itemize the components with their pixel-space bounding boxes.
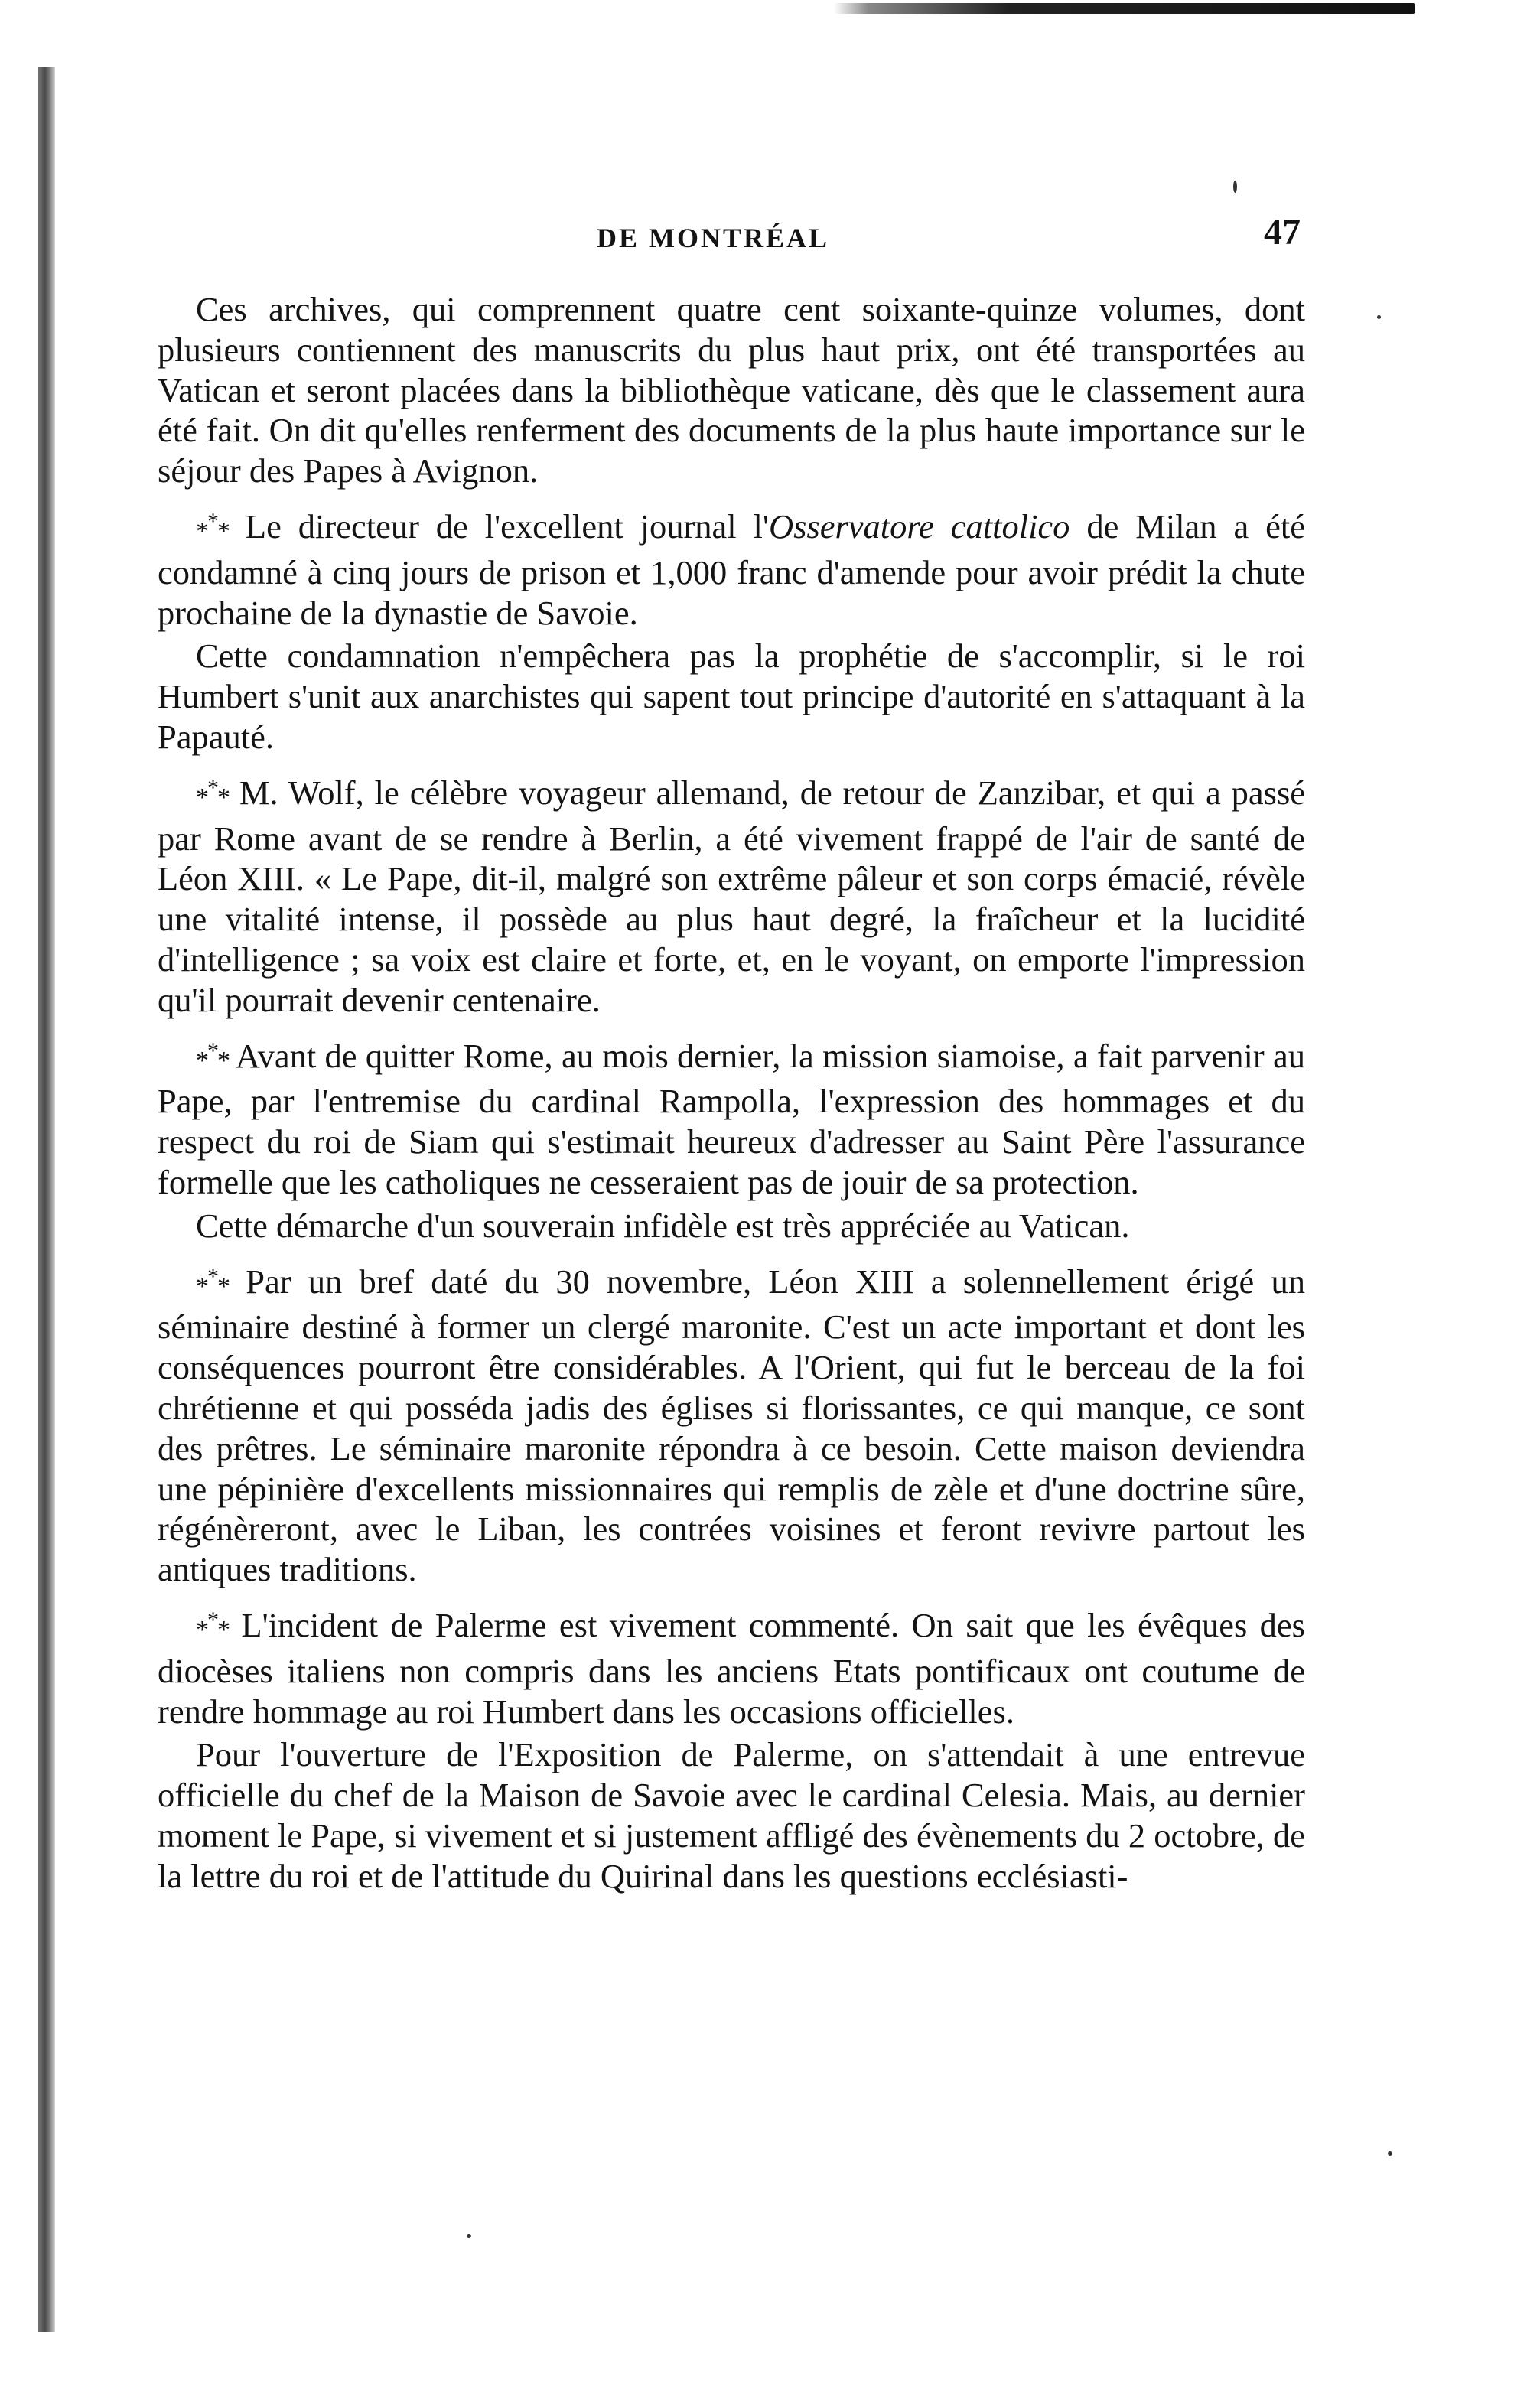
paragraph-text: de Milan a été condamné à cinq jours de prison et 1,000 franc d'amende pour avoir prédit la chute prochaine de la dynastie de Savoie. [158,506,1305,632]
scan-speck [1388,2151,1392,2156]
body-text [158,289,1305,1907]
paragraph [158,768,1305,1021]
asterism-icon: *** [196,1263,229,1301]
paragraph [158,1206,1305,1246]
paragraph [158,502,1305,633]
scan-speck [1377,315,1381,319]
asterism-icon: *** [196,508,229,546]
scan-speck [1233,181,1237,193]
scan-speck [467,2234,471,2238]
paragraph-text: Le directeur de l'excellent journal l' [245,506,769,546]
paragraph [158,636,1305,757]
paragraph [158,1601,1305,1731]
paragraph [158,1031,1305,1203]
paragraph [158,289,1305,491]
paragraph-text: L'incident de Palerme est vivement commenté. On sait que les évêques des diocèses italiens non compris dans les anciens Etats pontificaux ont coutume de rendre hommage au roi Humbert dans les occasions officielles. [158,1605,1306,1731]
paragraph-text: Par un bref daté du 30 novembre, Léon XIII a solennellement érigé un séminaire destiné à former un clergé maronite. C'est un acte important et dont les conséquences pourront être considérables. A l'Orient, qui fut le berceau de la foi chrétienne et qui posséda jadis des églises si florissantes, ce qui manque, ce sont des prêtres. Le séminaire maronite répondra à ce besoin. Cette maison deviendra une pépinière d'excellents missionnaires qui remplis de zèle et d'une doctrine sûre, régénèreront, avec le Liban, les contrées voisines et feront revivre partout les antiques traditions. [158,1262,1305,1589]
paragraph-text: Cette démarche d'un souverain infidèle est très appréciée au Vatican. [196,1206,1130,1245]
page-number: 47 [1264,212,1301,252]
paragraph [158,1734,1305,1896]
paragraph-text: Pour l'ouverture de l'Exposition de Palerme, on s'attendait à une entrevue officielle du chef de la Maison de Savoie avec le cardinal Celesia. Mais, au dernier moment le Pape, si vivement et si justement affligé des évènements du 2 octobre, de la lettre du roi et de l'attitude du Quirinal dans les questions ecclésiasti- [158,1735,1305,1895]
paragraph-text: Ces archives, qui comprennent quatre cent soixante-quinze volumes, dont plusieurs contiennent des manuscrits du plus haut prix, ont été transportées au Vatican et seront placées dans la bibliothèque vaticane, dès que le classement aura été fait. On dit qu'elles renferment des documents de la plus haute importance sur le séjour des Papes à Avignon. [158,290,1305,490]
page-header [161,212,1331,268]
paragraph-text: Avant de quitter Rome, au mois dernier, la mission siamoise, a fait parvenir au Pape, par l'entremise du cardinal Rampolla, l'expression des hommages et du respect du roi de Siam qui s'estimait heureux d'adresser au Saint Père l'assurance formelle que les catholiques ne cesseraient pas de jouir de sa protection. [158,1036,1306,1201]
paragraph-text: M. Wolf, le célèbre voyageur allemand, de retour de Zanzibar, et qui a passé par Rome avant de se rendre à Berlin, a été vivement frappé de l'air de santé de Léon XIII. « Le Pape, dit-il, malgré son extrême pâleur et son corps émacié, révèle une vitalité intense, il possède au plus haut degré, la fraîcheur et la lucidité d'intelligence ; sa voix est claire et forte, et, en le voyant, on emporte l'impression qu'il pourrait devenir centenaire. [158,773,1306,1019]
paragraph [158,1257,1305,1590]
running-title: DE MONTRÉAL [597,223,830,253]
asterism-icon: *** [196,774,229,812]
paragraph-text: Cette condamnation n'empêchera pas la prophétie de s'accomplir, si le roi Humbert s'unit aux anarchistes qui sapent tout principe d'autorité en s'attaquant à la Papauté. [158,637,1305,756]
asterism-icon: *** [196,1607,229,1644]
scan-top-rule [834,3,1415,14]
asterism-icon: *** [196,1037,229,1075]
scan-binding-edge [38,67,55,2332]
newspaper-title: Osservatore cattolico [768,506,1070,546]
